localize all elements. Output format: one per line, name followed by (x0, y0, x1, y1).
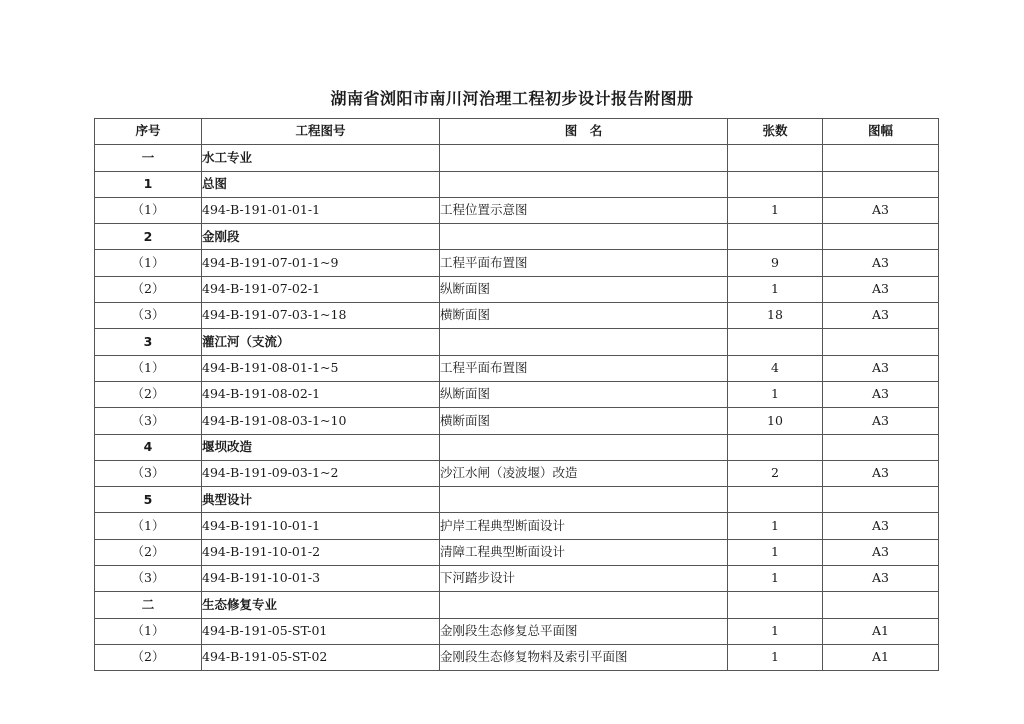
cell-code: 494-B-191-08-02-1 (202, 381, 440, 407)
cell-name: 工程平面布置图 (440, 355, 728, 381)
cell-seq: （1） (95, 250, 202, 276)
cell-size (823, 329, 939, 355)
cell-code: 494-B-191-01-01-1 (202, 197, 440, 223)
cell-size (823, 224, 939, 250)
table-row (95, 513, 939, 539)
cell-seq: 3 (95, 329, 202, 355)
cell-name (440, 171, 728, 197)
cell-seq: 4 (95, 434, 202, 460)
table-row (95, 618, 939, 644)
table-group-row (95, 145, 939, 171)
cell-seq: 2 (95, 224, 202, 250)
cell-code: 494-B-191-05-ST-01 (202, 618, 440, 644)
cell-seq: （1） (95, 513, 202, 539)
cell-name (440, 487, 728, 513)
cell-name (440, 224, 728, 250)
cell-count (728, 592, 823, 618)
table-body (95, 145, 939, 671)
cell-count (728, 434, 823, 460)
cell-size (823, 592, 939, 618)
cell-code: 494-B-191-07-03-1~18 (202, 303, 440, 329)
cell-code: 494-B-191-09-03-1~2 (202, 460, 440, 486)
cell-code: 水工专业 (202, 145, 440, 171)
cell-size: A3 (823, 250, 939, 276)
cell-count: 1 (728, 381, 823, 407)
cell-name: 沙江水闸（凌波堰）改造 (440, 460, 728, 486)
table-group-row (95, 487, 939, 513)
cell-count: 10 (728, 408, 823, 434)
table-row (95, 355, 939, 381)
cell-code: 494-B-191-10-01-1 (202, 513, 440, 539)
cell-seq: （1） (95, 355, 202, 381)
document-title: 湖南省浏阳市南川河治理工程初步设计报告附图册 (330, 89, 694, 108)
cell-seq: 二 (95, 592, 202, 618)
cell-code: 494-B-191-05-ST-02 (202, 644, 440, 670)
cell-count: 1 (728, 644, 823, 670)
table-group-row (95, 224, 939, 250)
cell-size: A3 (823, 355, 939, 381)
table-row (95, 408, 939, 434)
cell-size (823, 171, 939, 197)
column-header-code: 工程图号 (202, 119, 440, 145)
cell-code: 金刚段 (202, 224, 440, 250)
cell-code: 494-B-191-07-02-1 (202, 276, 440, 302)
table-row (95, 460, 939, 486)
cell-count: 1 (728, 566, 823, 592)
cell-count (728, 329, 823, 355)
cell-size: A3 (823, 197, 939, 223)
cell-size: A1 (823, 618, 939, 644)
cell-size: A3 (823, 460, 939, 486)
cell-seq: 5 (95, 487, 202, 513)
cell-name: 下河踏步设计 (440, 566, 728, 592)
table-row (95, 276, 939, 302)
cell-count: 1 (728, 513, 823, 539)
cell-size: A3 (823, 539, 939, 565)
cell-name (440, 329, 728, 355)
cell-count: 1 (728, 618, 823, 644)
cell-name: 纵断面图 (440, 276, 728, 302)
table-header-row (95, 119, 939, 145)
cell-size: A1 (823, 644, 939, 670)
cell-code: 总图 (202, 171, 440, 197)
cell-code: 494-B-191-10-01-2 (202, 539, 440, 565)
table-row (95, 566, 939, 592)
cell-size: A3 (823, 513, 939, 539)
table-row (95, 644, 939, 670)
cell-code: 灌江河（支流） (202, 329, 440, 355)
cell-seq: （3） (95, 460, 202, 486)
cell-size: A3 (823, 408, 939, 434)
table-group-row (95, 434, 939, 460)
cell-code: 494-B-191-08-03-1~10 (202, 408, 440, 434)
cell-size: A3 (823, 566, 939, 592)
cell-seq: （3） (95, 303, 202, 329)
cell-name (440, 592, 728, 618)
cell-count: 1 (728, 539, 823, 565)
cell-name: 横断面图 (440, 303, 728, 329)
table-group-row (95, 171, 939, 197)
column-header-name: 图 名 (440, 119, 728, 145)
cell-count (728, 487, 823, 513)
column-header-seq: 序号 (95, 119, 202, 145)
cell-code: 典型设计 (202, 487, 440, 513)
cell-name: 金刚段生态修复物料及索引平面图 (440, 644, 728, 670)
cell-name: 纵断面图 (440, 381, 728, 407)
cell-seq: （2） (95, 276, 202, 302)
cell-code: 生态修复专业 (202, 592, 440, 618)
cell-seq: （3） (95, 566, 202, 592)
cell-size: A3 (823, 381, 939, 407)
cell-name: 工程平面布置图 (440, 250, 728, 276)
cell-name: 工程位置示意图 (440, 197, 728, 223)
cell-name (440, 434, 728, 460)
cell-code: 494-B-191-10-01-3 (202, 566, 440, 592)
cell-code: 494-B-191-07-01-1~9 (202, 250, 440, 276)
cell-size (823, 145, 939, 171)
cell-name (440, 145, 728, 171)
table-row (95, 303, 939, 329)
cell-count (728, 145, 823, 171)
cell-count (728, 171, 823, 197)
cell-seq: 一 (95, 145, 202, 171)
cell-name: 金刚段生态修复总平面图 (440, 618, 728, 644)
cell-seq: （1） (95, 197, 202, 223)
cell-name: 清障工程典型断面设计 (440, 539, 728, 565)
table-group-row (95, 592, 939, 618)
cell-count: 2 (728, 460, 823, 486)
cell-name: 护岸工程典型断面设计 (440, 513, 728, 539)
table-row (95, 381, 939, 407)
table-row (95, 539, 939, 565)
cell-count (728, 224, 823, 250)
cell-count: 9 (728, 250, 823, 276)
cell-count: 4 (728, 355, 823, 381)
drawing-catalog-table (94, 118, 939, 671)
cell-code: 堰坝改造 (202, 434, 440, 460)
cell-count: 1 (728, 197, 823, 223)
column-header-size: 图幅 (823, 119, 939, 145)
cell-count: 1 (728, 276, 823, 302)
cell-seq: （2） (95, 381, 202, 407)
column-header-count: 张数 (728, 119, 823, 145)
table-row (95, 250, 939, 276)
cell-size: A3 (823, 276, 939, 302)
cell-seq: （3） (95, 408, 202, 434)
cell-count: 18 (728, 303, 823, 329)
cell-name: 横断面图 (440, 408, 728, 434)
cell-code: 494-B-191-08-01-1~5 (202, 355, 440, 381)
cell-size: A3 (823, 303, 939, 329)
cell-seq: （2） (95, 644, 202, 670)
cell-size (823, 434, 939, 460)
cell-size (823, 487, 939, 513)
table-row (95, 197, 939, 223)
cell-seq: 1 (95, 171, 202, 197)
cell-seq: （2） (95, 539, 202, 565)
table-group-row (95, 329, 939, 355)
cell-seq: （1） (95, 618, 202, 644)
